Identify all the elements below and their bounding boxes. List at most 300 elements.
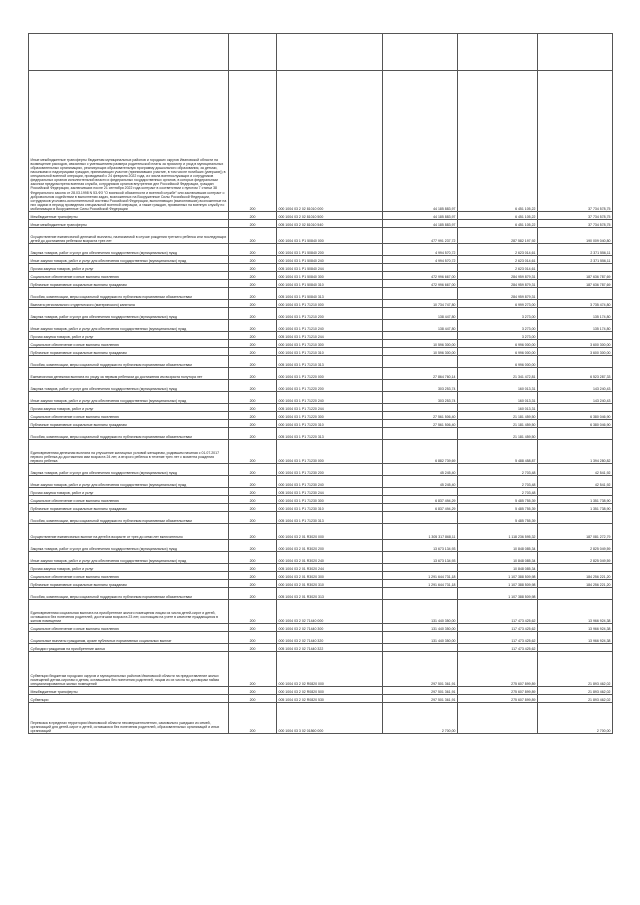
row-name: Закупка товаров, работ и услуг для обеспечения государственных (муниципальных) нужд <box>29 308 229 320</box>
row-executed: 10 848 085,34 <box>458 552 538 564</box>
row-unexecuted: 6 523 287,33 <box>538 368 613 380</box>
row-kbk: 005 1004 03 2 02 71440 322 <box>277 644 383 652</box>
row-name: Ежемесячная денежная выплата по уходу за первым ребенком до достижения им возраста полутора лет <box>29 368 229 380</box>
table-row <box>29 71 613 212</box>
row-name: Иные закупки товаров, работ и услуг для обеспечения государственных (муниципальных) нужд <box>29 552 229 564</box>
row-executed: 6 451 105,22 <box>458 220 538 228</box>
row-kbk: 005 1004 03 2 02 81010 540 <box>277 220 383 228</box>
row-executed: 275 607 899,89 <box>458 695 538 703</box>
row-kbk: 000 1004 03 1 Р1 71220 200 <box>277 380 383 392</box>
row-unexecuted <box>538 588 613 600</box>
table-row <box>29 652 613 687</box>
row-code: 200 <box>229 687 277 695</box>
table-row <box>29 580 613 588</box>
row-kbk: 005 1004 03 1 Р1 71230 313 <box>277 512 383 524</box>
table-row <box>29 228 613 244</box>
row-unexecuted <box>538 644 613 652</box>
row-unexecuted: 42 541,92 <box>538 476 613 488</box>
row-unexecuted: 184 256 221,20 <box>538 572 613 580</box>
row-executed: 1 107 388 509,98 <box>458 572 538 580</box>
table-row <box>29 504 613 512</box>
row-kbk: 000 1004 03 2 02 81010 000 <box>277 71 383 212</box>
row-approved <box>383 332 458 340</box>
row-unexecuted <box>538 34 613 71</box>
row-kbk <box>277 34 383 71</box>
row-kbk: 000 1004 03 1 Р1 71230 300 <box>277 496 383 504</box>
row-kbk: 000 1004 03 1 Р1 71220 240 <box>277 392 383 404</box>
row-executed: 5 488 458,87 <box>458 440 538 464</box>
row-code: 200 <box>229 264 277 272</box>
table-row <box>29 632 613 644</box>
row-kbk: 000 1004 03 2 01 R3020 200 <box>277 540 383 552</box>
row-approved <box>383 564 458 572</box>
row-name: Публичные нормативные социальные выплаты гражданам <box>29 504 229 512</box>
row-code: 200 <box>229 244 277 256</box>
row-kbk: 000 1004 03 1 Р1 71210 300 <box>277 340 383 348</box>
row-executed: 5 485 755,39 <box>458 512 538 524</box>
row-executed: 21 341 472,81 <box>458 368 538 380</box>
row-kbk: 000 1004 03 1 Р1 50840 240 <box>277 256 383 264</box>
row-name: Прочая закупка товаров, работ и услуг <box>29 564 229 572</box>
row-executed: 3 273,00 <box>458 320 538 332</box>
row-name: Субвенции бюджетам городских округов и муниципальных районов Ивановской области на предоставление жилых помещений детям-сиротам и детям, оставшимся без попечения родителей, лицам из их числа по договорам найма специализированных жилых помещений <box>29 652 229 687</box>
row-kbk: 000 1004 03 1 Р1 71220 300 <box>277 412 383 420</box>
budget-execution-sheet <box>28 33 612 734</box>
row-name: Публичные нормативные социальные выплаты гражданам <box>29 580 229 588</box>
row-code: 200 <box>229 280 277 288</box>
row-approved: 477 991 237,72 <box>383 228 458 244</box>
row-unexecuted: 13 966 924,38 <box>538 600 613 624</box>
row-kbk: 000 1004 03 1 Р1 50840 000 <box>277 228 383 244</box>
table-row <box>29 703 613 734</box>
row-code: 200 <box>229 588 277 600</box>
row-unexecuted: 143 240,43 <box>538 392 613 404</box>
table-row <box>29 644 613 652</box>
row-approved: 10 596 300,00 <box>383 348 458 356</box>
row-unexecuted: 21 893 462,02 <box>538 687 613 695</box>
row-name: Перевозка в пределах территории Ивановской области несовершеннолетних, самовольно ушедших из семей, организаций для детей-сирот и детей, оставшихся без попечения родителей, образовательных организаций и иных организаций <box>29 703 229 734</box>
row-executed: 10 848 085,34 <box>458 540 538 552</box>
table-row <box>29 288 613 300</box>
row-executed: 6 999 273,00 <box>458 300 538 308</box>
row-executed: 160 013,31 <box>458 404 538 412</box>
row-unexecuted: 6 380 046,90 <box>538 412 613 420</box>
row-code: 200 <box>229 476 277 488</box>
row-unexecuted: 6 380 046,90 <box>538 420 613 428</box>
row-kbk: 000 1004 03 1 Р1 50840 310 <box>277 280 383 288</box>
row-name: Иные закупки товаров, работ и услуг для обеспечения государственных (муниципальных) нужд <box>29 476 229 488</box>
budget-table <box>28 33 613 734</box>
row-approved: 131 440 350,00 <box>383 600 458 624</box>
row-executed: 6 451 105,22 <box>458 71 538 212</box>
row-executed: 6 996 000,00 <box>458 348 538 356</box>
row-kbk: 005 1004 03 2 01 R3020 244 <box>277 564 383 572</box>
table-row <box>29 624 613 632</box>
row-name: Осуществление ежемесячной денежной выплаты, назначаемой в случае рождения третьего ребенка или последующих детей до достижения ребенком возраста трех лет <box>29 228 229 244</box>
table-row <box>29 600 613 624</box>
row-unexecuted: 2 700,00 <box>538 703 613 734</box>
row-code: 200 <box>229 212 277 220</box>
row-kbk: 005 1004 03 2 02 R0820 530 <box>277 695 383 703</box>
row-name <box>29 34 229 71</box>
row-approved: 1 305 317 868,11 <box>383 524 458 540</box>
row-kbk: 000 1004 03 2 02 R0820 500 <box>277 687 383 695</box>
row-approved: 44 185 883,97 <box>383 71 458 212</box>
row-unexecuted <box>538 288 613 300</box>
table-row <box>29 524 613 540</box>
row-kbk: 000 1004 03 1 Р1 71230 200 <box>277 464 383 476</box>
row-approved: 44 185 883,97 <box>383 220 458 228</box>
row-code: 200 <box>229 703 277 734</box>
row-name: Прочая закупка товаров, работ и услуг <box>29 404 229 412</box>
row-kbk: 000 1004 03 1 Р1 71210 200 <box>277 308 383 320</box>
table-row <box>29 428 613 440</box>
row-approved <box>383 588 458 600</box>
table-row <box>29 244 613 256</box>
row-unexecuted: 3 600 300,00 <box>538 340 613 348</box>
row-unexecuted: 2 371 556,11 <box>538 244 613 256</box>
row-kbk: 000 1004 03 2 01 R3020 240 <box>277 552 383 564</box>
row-name: Пособия, компенсации, меры социальной поддержки по публичным нормативным обязательствам <box>29 588 229 600</box>
row-name: Социальное обеспечение и иные выплаты населению <box>29 340 229 348</box>
row-approved: 2 700,00 <box>383 703 458 734</box>
row-kbk: 000 1004 03 1 Р1 71230 000 <box>277 440 383 464</box>
row-approved: 1 291 644 731,18 <box>383 572 458 580</box>
row-executed: 117 473 425,62 <box>458 600 538 624</box>
row-approved: 138 447,80 <box>383 320 458 332</box>
row-kbk: 005 1004 03 1 Р1 71220 244 <box>277 404 383 412</box>
row-unexecuted: 187 081 272,79 <box>538 524 613 540</box>
row-kbk: 000 1004 03 1 Р1 71220 000 <box>277 368 383 380</box>
row-name: Пособия, компенсации, меры социальной поддержки по публичным нормативным обязательствам <box>29 288 229 300</box>
row-name: Осуществление ежемесячных выплат на детей в возрасте от трех до семи лет включительно <box>29 524 229 540</box>
row-approved: 297 501 361,91 <box>383 695 458 703</box>
row-executed: 6 996 000,00 <box>458 356 538 368</box>
row-code: 200 <box>229 71 277 212</box>
row-code: 200 <box>229 540 277 552</box>
table-row <box>29 512 613 524</box>
row-unexecuted: 135 174,80 <box>538 320 613 332</box>
table-row <box>29 368 613 380</box>
row-kbk: 000 1004 03 2 02 71440 320 <box>277 632 383 644</box>
row-unexecuted: 21 893 462,02 <box>538 695 613 703</box>
table-row <box>29 212 613 220</box>
row-approved <box>383 288 458 300</box>
table-row <box>29 392 613 404</box>
row-kbk: 005 1004 03 1 Р1 50840 244 <box>277 264 383 272</box>
row-kbk: 000 1004 03 1 Р1 71230 310 <box>277 504 383 512</box>
row-approved: 4 994 570,72 <box>383 244 458 256</box>
row-approved: 44 185 883,97 <box>383 212 458 220</box>
row-code <box>229 34 277 71</box>
row-unexecuted: 1 394 280,82 <box>538 440 613 464</box>
row-executed: 284 959 879,31 <box>458 272 538 280</box>
row-executed: 2 703,48 <box>458 476 538 488</box>
row-executed: 2 703,48 <box>458 488 538 496</box>
row-code: 200 <box>229 644 277 652</box>
row-executed: 1 107 388 509,98 <box>458 588 538 600</box>
row-kbk: 000 1004 03 2 02 R0820 000 <box>277 652 383 687</box>
row-name: Социальное обеспечение и иные выплаты населению <box>29 272 229 280</box>
row-code: 200 <box>229 420 277 428</box>
row-executed: 6 996 000,00 <box>458 340 538 348</box>
row-kbk: 000 1004 03 1 Р1 71210 000 <box>277 300 383 308</box>
row-unexecuted: 42 541,92 <box>538 464 613 476</box>
row-approved: 13 673 134,93 <box>383 552 458 564</box>
row-name: Иные межбюджетные трансферты бюджетам муниципальных районов и городских округов Ивановской области на возмещение расходов, связанных с уменьшением размера родительской платы за присмотр и уход в муниципальных образовательных организациях, реализующих образовательную программу дошкольного образования, за детьми, пасынками и падчерицами граждан, принимающих участие (принимавших участие, в том числе погибших (умерших)) в специальной военной операции, проводимой с 24 февраля 2022 года, из числа военнослужащих и сотрудников федеральных органов исполнительной власти и федеральных государственных органов, в которых федеральным законом предусмотрена военная служба, сотрудников органов внутренних дел Российской Федерации, граждан Российской Федерации, заключивших после 21 сентября 2022 года контракт в соответствии с пунктом 7 статьи 38 Федерального закона от 28.03.1998 N 53-ФЗ "О воинской обязанности и военной службе" или заключивших контракт о добровольном содействии в выполнении задач, возложенных на Вооруженные Силы Российской Федерации, сотрудников уголовно-исполнительной системы Российской Федерации, выполняющих (выполнявших) возложенные на них задачи в период проведения специальной военной операции, а также граждан, призванных на военную службу по мобилизации в Вооруженные Силы Российской Федерации <box>29 71 229 212</box>
row-unexecuted: 190 009 040,80 <box>538 228 613 244</box>
row-approved <box>383 356 458 368</box>
table-row <box>29 340 613 348</box>
table-row <box>29 34 613 71</box>
row-code: 200 <box>229 572 277 580</box>
row-approved: 1 291 644 731,18 <box>383 580 458 588</box>
row-name: Социальное обеспечение и иные выплаты населению <box>29 572 229 580</box>
row-unexecuted <box>538 356 613 368</box>
row-approved <box>383 404 458 412</box>
row-name: Социальное обеспечение и иные выплаты населению <box>29 412 229 420</box>
row-unexecuted: 37 734 578,75 <box>538 220 613 228</box>
row-approved: 45 245,40 <box>383 476 458 488</box>
row-executed: 2 623 014,61 <box>458 244 538 256</box>
row-code: 200 <box>229 440 277 464</box>
row-kbk: 005 1004 03 2 01 R3020 313 <box>277 588 383 600</box>
row-executed: 275 607 899,89 <box>458 687 538 695</box>
row-approved: 27 561 506,40 <box>383 420 458 428</box>
row-name: Межбюджетные трансферты <box>29 212 229 220</box>
row-unexecuted <box>538 264 613 272</box>
row-code: 200 <box>229 220 277 228</box>
row-approved: 10 596 300,00 <box>383 340 458 348</box>
row-code: 200 <box>229 552 277 564</box>
row-unexecuted <box>538 428 613 440</box>
row-code: 200 <box>229 380 277 392</box>
row-unexecuted: 37 734 578,75 <box>538 212 613 220</box>
row-name: Пособия, компенсации, меры социальной поддержки по публичным нормативным обязательствам <box>29 356 229 368</box>
row-name: Единовременная социальная выплата на приобретение жилого помещения лицам из числа детей-сирот и детей, оставшихся без попечения родителей, достигшим возраста 23 лет, состоящим на учете в качестве нуждающихся в жилом помещении <box>29 600 229 624</box>
row-approved: 472 996 667,00 <box>383 280 458 288</box>
row-code: 200 <box>229 308 277 320</box>
row-name: Иные закупки товаров, работ и услуг для обеспечения государственных (муниципальных) нужд <box>29 392 229 404</box>
row-approved: 6 837 494,29 <box>383 496 458 504</box>
row-code: 200 <box>229 624 277 632</box>
row-executed: 1 118 236 595,32 <box>458 524 538 540</box>
row-executed <box>458 34 538 71</box>
row-unexecuted: 3 735 474,80 <box>538 300 613 308</box>
row-executed: 3 273,00 <box>458 332 538 340</box>
row-executed: 2 703,48 <box>458 464 538 476</box>
row-code: 200 <box>229 695 277 703</box>
row-code: 200 <box>229 652 277 687</box>
row-code: 200 <box>229 356 277 368</box>
row-name: Прочая закупка товаров, работ и услуг <box>29 264 229 272</box>
row-code: 200 <box>229 320 277 332</box>
row-approved: 27 864 760,14 <box>383 368 458 380</box>
row-approved: 297 501 361,91 <box>383 687 458 695</box>
row-approved <box>383 264 458 272</box>
row-approved <box>383 644 458 652</box>
row-executed: 5 485 755,39 <box>458 496 538 504</box>
row-unexecuted: 13 966 924,38 <box>538 632 613 644</box>
row-approved: 45 245,40 <box>383 464 458 476</box>
row-approved: 4 994 570,72 <box>383 256 458 264</box>
row-code: 200 <box>229 368 277 380</box>
row-kbk: 000 1004 03 1 Р1 50840 200 <box>277 244 383 256</box>
row-executed: 5 485 755,39 <box>458 504 538 512</box>
row-unexecuted <box>538 332 613 340</box>
row-name: Закупка товаров, работ и услуг для обеспечения государственных (муниципальных) нужд <box>29 464 229 476</box>
row-name: Субсидии гражданам на приобретение жилья <box>29 644 229 652</box>
row-name: Социальное обеспечение и иные выплаты населению <box>29 624 229 632</box>
row-approved: 138 447,80 <box>383 308 458 320</box>
row-code: 200 <box>229 392 277 404</box>
row-approved: 297 501 361,91 <box>383 652 458 687</box>
row-name: Пособия, компенсации, меры социальной поддержки по публичным нормативным обязательствам <box>29 428 229 440</box>
table-row <box>29 308 613 320</box>
table-row <box>29 300 613 308</box>
row-code: 200 <box>229 332 277 340</box>
row-code: 200 <box>229 488 277 496</box>
row-approved: 303 253,74 <box>383 380 458 392</box>
row-unexecuted: 2 825 049,59 <box>538 540 613 552</box>
row-unexecuted: 37 734 578,75 <box>538 71 613 212</box>
row-kbk: 000 1004 03 1 Р1 71210 240 <box>277 320 383 332</box>
table-row <box>29 332 613 340</box>
row-unexecuted: 184 256 221,20 <box>538 580 613 588</box>
row-unexecuted <box>538 488 613 496</box>
row-executed: 284 959 879,31 <box>458 280 538 288</box>
row-name: Иные закупки товаров, работ и услуг для обеспечения государственных (муниципальных) нужд <box>29 320 229 332</box>
row-code: 200 <box>229 464 277 476</box>
row-name: Единовременная денежная выплата на улучшение жилищных условий женщинам, родившим начиная с 01.07.2017 первого ребенка до достижения ими возраста 24 лет, а второго ребенка в течение трех лет с момента рождения первого ребенка <box>29 440 229 464</box>
row-executed: 160 013,31 <box>458 380 538 392</box>
table-row <box>29 687 613 695</box>
row-code: 200 <box>229 256 277 264</box>
row-code: 200 <box>229 412 277 420</box>
row-unexecuted: 1 351 738,90 <box>538 504 613 512</box>
row-name: Социальные выплаты гражданам, кроме публичных нормативных социальных выплат <box>29 632 229 644</box>
row-kbk: 000 1004 03 1 Р1 71210 310 <box>277 348 383 356</box>
row-executed: 160 013,31 <box>458 392 538 404</box>
row-unexecuted <box>538 404 613 412</box>
row-name: Закупка товаров, работ и услуг для обеспечения государственных (муниципальных) нужд <box>29 380 229 392</box>
row-code: 200 <box>229 600 277 624</box>
row-kbk: 000 1004 03 3 02 01860 000 <box>277 703 383 734</box>
table-row <box>29 488 613 496</box>
row-unexecuted: 143 240,43 <box>538 380 613 392</box>
row-unexecuted: 2 825 049,59 <box>538 552 613 564</box>
row-approved <box>383 34 458 71</box>
table-row <box>29 476 613 488</box>
row-name: Закупка товаров, работ и услуг для обеспечения государственных (муниципальных) нужд <box>29 244 229 256</box>
row-kbk: 000 1004 03 1 Р1 71220 310 <box>277 420 383 428</box>
table-row <box>29 220 613 228</box>
row-name: Выплата регионального студенческого (материнского) капитала <box>29 300 229 308</box>
row-kbk: 005 1004 03 1 Р1 71220 313 <box>277 428 383 440</box>
row-approved: 10 734 747,80 <box>383 300 458 308</box>
row-executed: 21 181 459,50 <box>458 428 538 440</box>
table-row <box>29 280 613 288</box>
row-name: Публичные нормативные социальные выплаты гражданам <box>29 348 229 356</box>
row-kbk: 000 1004 03 1 Р1 71230 240 <box>277 476 383 488</box>
table-row <box>29 552 613 564</box>
row-unexecuted <box>538 512 613 524</box>
row-executed: 21 181 459,50 <box>458 420 538 428</box>
row-name: Межбюджетные трансферты <box>29 687 229 695</box>
row-unexecuted: 1 351 738,90 <box>538 496 613 504</box>
row-executed: 2 623 014,61 <box>458 256 538 264</box>
row-approved: 131 440 350,00 <box>383 632 458 644</box>
row-approved: 13 673 134,93 <box>383 540 458 552</box>
row-approved <box>383 512 458 524</box>
row-approved: 27 561 506,40 <box>383 412 458 420</box>
row-code: 200 <box>229 496 277 504</box>
row-kbk: 000 1004 03 1 Р1 50840 300 <box>277 272 383 280</box>
row-name: Пособия, компенсации, меры социальной поддержки по публичным нормативным обязательствам <box>29 512 229 524</box>
row-approved: 303 253,74 <box>383 392 458 404</box>
row-executed: 117 473 425,62 <box>458 632 538 644</box>
table-row <box>29 572 613 580</box>
row-unexecuted <box>538 564 613 572</box>
table-row <box>29 412 613 420</box>
table-row <box>29 464 613 476</box>
row-executed: 10 848 085,34 <box>458 564 538 572</box>
row-kbk: 000 1004 03 2 02 71440 000 <box>277 600 383 624</box>
table-row <box>29 320 613 332</box>
row-code: 200 <box>229 272 277 280</box>
row-code: 200 <box>229 632 277 644</box>
row-approved <box>383 488 458 496</box>
row-executed: 1 107 388 509,98 <box>458 580 538 588</box>
row-unexecuted: 2 371 556,11 <box>538 256 613 264</box>
row-executed: 287 582 197,92 <box>458 228 538 244</box>
row-code: 200 <box>229 504 277 512</box>
row-code: 200 <box>229 404 277 412</box>
row-code: 200 <box>229 524 277 540</box>
row-executed: 6 451 105,22 <box>458 212 538 220</box>
row-approved <box>383 428 458 440</box>
table-row <box>29 404 613 412</box>
row-code: 200 <box>229 340 277 348</box>
table-row <box>29 272 613 280</box>
row-executed: 21 181 459,50 <box>458 412 538 420</box>
row-unexecuted: 3 600 300,00 <box>538 348 613 356</box>
table-row <box>29 564 613 572</box>
row-code: 200 <box>229 512 277 524</box>
row-name: Публичные нормативные социальные выплаты гражданам <box>29 280 229 288</box>
table-row <box>29 496 613 504</box>
row-executed <box>458 703 538 734</box>
row-executed: 117 473 425,62 <box>458 644 538 652</box>
row-unexecuted: 187 636 787,69 <box>538 280 613 288</box>
row-kbk: 000 1004 03 2 02 71440 300 <box>277 624 383 632</box>
row-executed: 117 473 425,62 <box>458 624 538 632</box>
row-kbk: 000 1004 03 2 01 R3020 000 <box>277 524 383 540</box>
row-name: Иные межбюджетные трансферты <box>29 220 229 228</box>
row-code: 200 <box>229 580 277 588</box>
row-name: Прочая закупка товаров, работ и услуг <box>29 488 229 496</box>
table-row <box>29 264 613 272</box>
row-unexecuted: 135 174,80 <box>538 308 613 320</box>
row-unexecuted: 187 636 787,69 <box>538 272 613 280</box>
row-kbk: 000 1004 03 2 02 81010 500 <box>277 212 383 220</box>
table-row <box>29 380 613 392</box>
row-code: 200 <box>229 288 277 300</box>
row-code: 200 <box>229 428 277 440</box>
row-code: 200 <box>229 348 277 356</box>
row-code: 200 <box>229 564 277 572</box>
table-row <box>29 420 613 428</box>
